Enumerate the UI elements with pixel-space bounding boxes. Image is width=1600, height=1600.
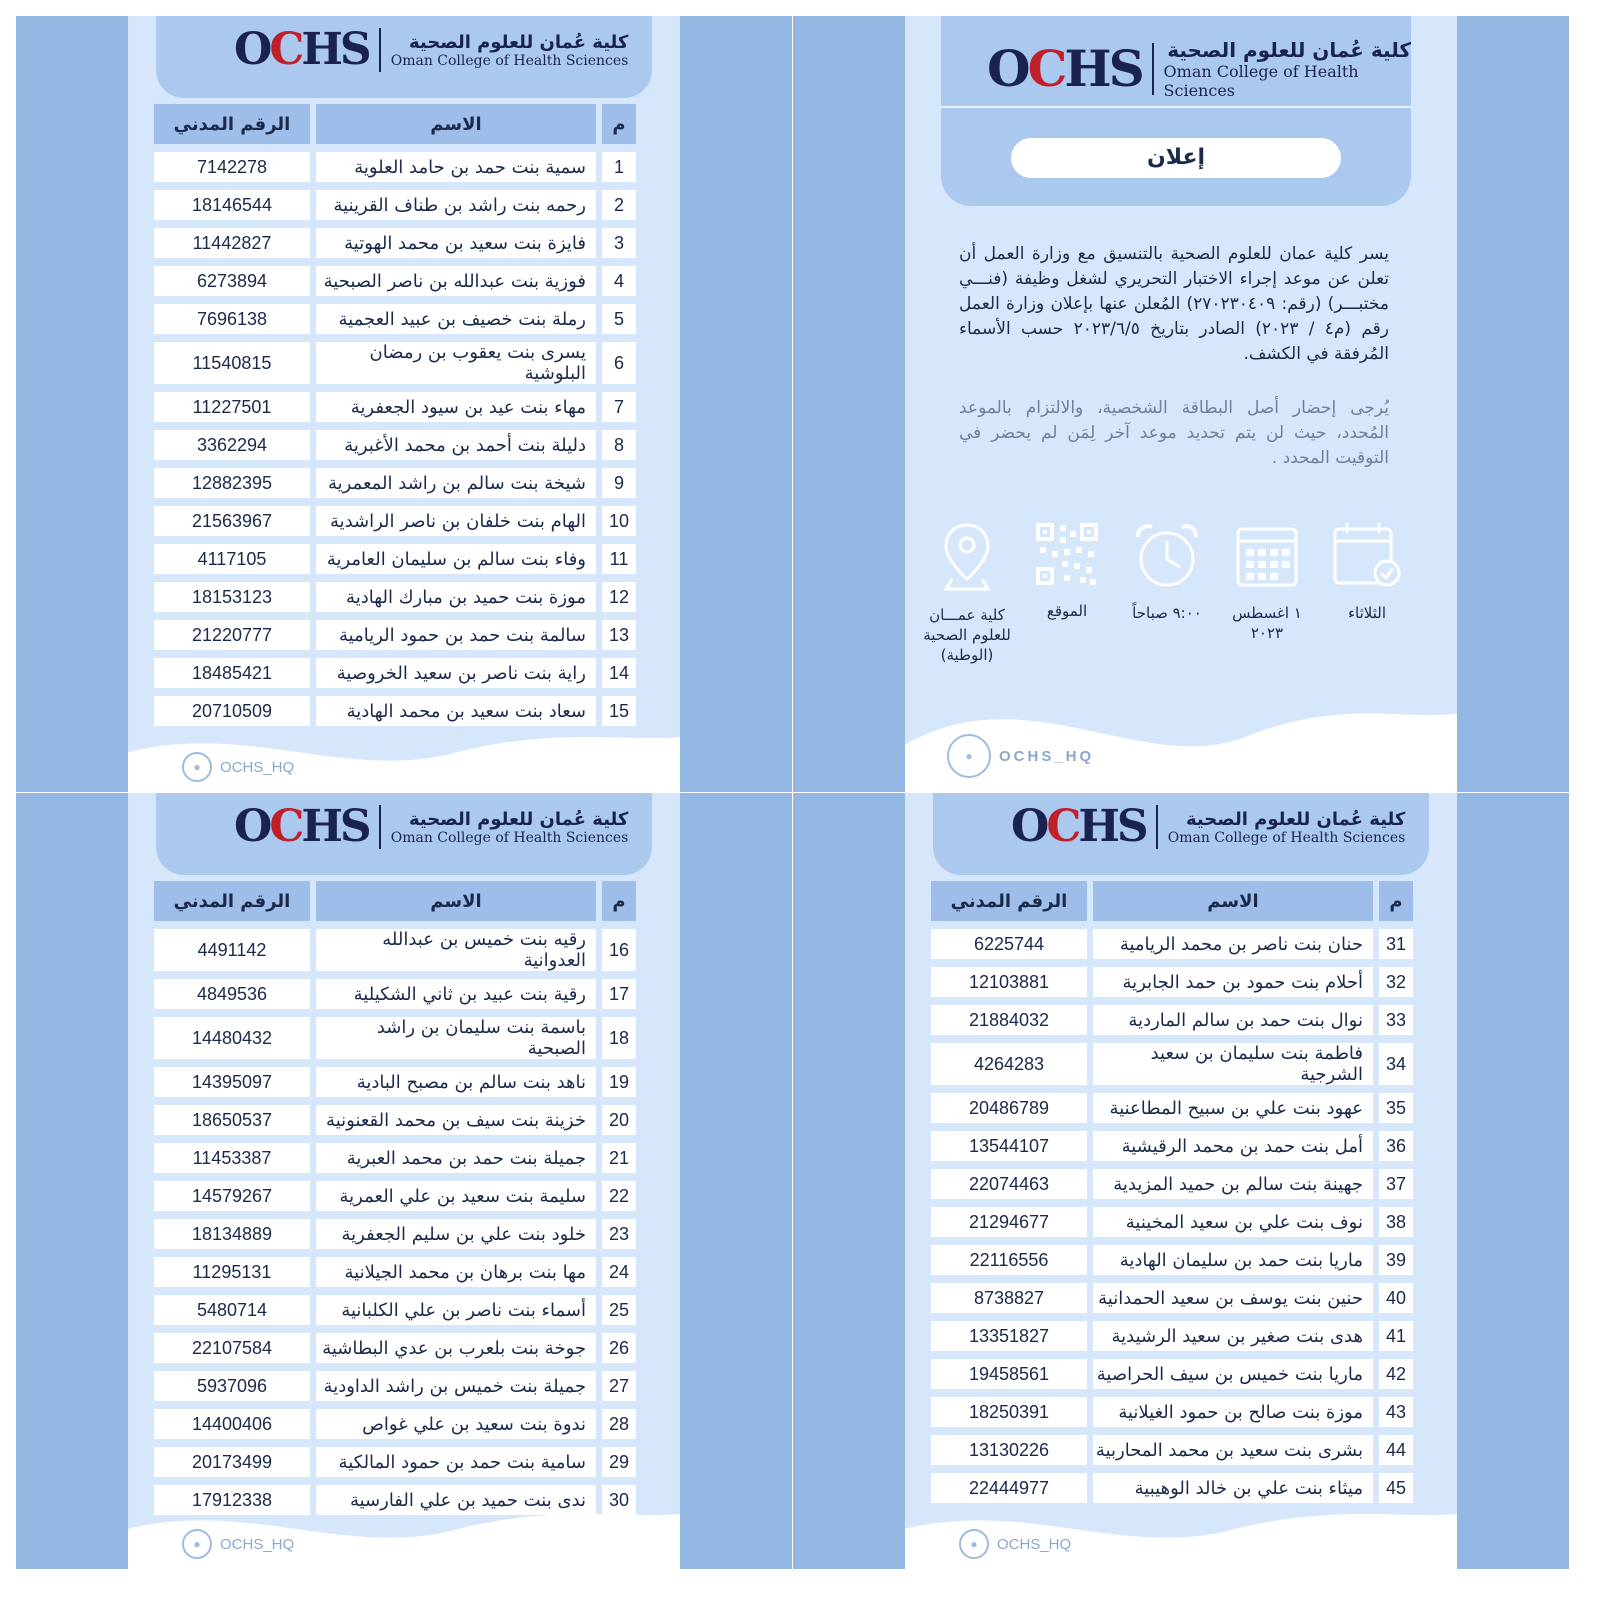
row-civil-id: 21884032 bbox=[931, 1005, 1087, 1035]
table-row bbox=[154, 468, 636, 498]
row-civil-id: 11295131 bbox=[154, 1257, 310, 1287]
row-name: خزينة بنت سيف بن محمد القعنونية bbox=[316, 1105, 596, 1135]
table-row bbox=[931, 1473, 1413, 1503]
row-number: 42 bbox=[1379, 1359, 1413, 1389]
row-number: 17 bbox=[602, 979, 636, 1009]
twitter-handle[interactable] bbox=[182, 752, 294, 782]
logo-banner bbox=[933, 793, 1429, 875]
twitter-handle-text: OCHS_HQ bbox=[220, 1535, 295, 1553]
row-civil-id: 22444977 bbox=[931, 1473, 1087, 1503]
row-civil-id: 11453387 bbox=[154, 1143, 310, 1173]
header-num: م bbox=[602, 104, 636, 144]
table-row bbox=[154, 979, 636, 1009]
row-name: نوف بنت علي بن سعيد المخينية bbox=[1093, 1207, 1373, 1237]
table-row bbox=[154, 582, 636, 612]
row-number: 34 bbox=[1379, 1043, 1413, 1085]
row-name: سعاد بنت سعيد بن محمد الهادية bbox=[316, 696, 596, 726]
table-row bbox=[154, 228, 636, 258]
row-civil-id: 20486789 bbox=[931, 1093, 1087, 1123]
calendar-check-icon bbox=[1331, 521, 1403, 589]
row-civil-id: 18650537 bbox=[154, 1105, 310, 1135]
row-name: ندوة بنت سعيد بن علي غواص bbox=[316, 1409, 596, 1439]
row-name: عهود بنت علي بن سبيح المطاعنية bbox=[1093, 1093, 1373, 1123]
college-logo bbox=[987, 38, 1411, 100]
calendar-icon bbox=[1234, 521, 1300, 589]
row-number: 28 bbox=[602, 1409, 636, 1439]
row-civil-id: 6273894 bbox=[154, 266, 310, 296]
announcement-body: يسر كلية عمان للعلوم الصحية بالتنسيق مع وزارة العمل أن تعلن عن موعد إجراء الاختبار التحريري لشغل وظيفة (فنـــي مختبـــر) (رقم: ٢٧٠٢٣٠٤٠٩) المُعلن عنها بإعلان وزارة العمل رقم (م٤ / ٢٠٢٣) الصادر بتاريخ ٢٠٢٣/٦/٥ حسب الأسماء المُرفقة في الكشف. bbox=[959, 244, 1390, 364]
table-row bbox=[154, 1219, 636, 1249]
row-civil-id: 11442827 bbox=[154, 228, 310, 258]
row-name: نوال بنت حمد بن سالم الماردية bbox=[1093, 1005, 1373, 1035]
row-name: رحمه بنت راشد بن طناف القرينية bbox=[316, 190, 596, 220]
roster-table bbox=[148, 873, 642, 1523]
qr-code-icon[interactable] bbox=[1034, 521, 1100, 587]
table-row bbox=[154, 342, 636, 384]
table-row bbox=[154, 304, 636, 334]
header-name: الاسم bbox=[316, 881, 596, 921]
table-row bbox=[154, 1257, 636, 1287]
map-pin-icon bbox=[942, 521, 992, 591]
detail-location-qr[interactable] bbox=[1017, 521, 1117, 621]
row-name: موزة بنت حميد بن مبارك الهادية bbox=[316, 582, 596, 612]
row-name: دليلة بنت أحمد بن محمد الأغبرية bbox=[316, 430, 596, 460]
header-divider bbox=[941, 106, 1411, 108]
college-name-arabic: كلية عُمان للعلوم الصحية bbox=[409, 808, 629, 830]
row-number: 5 bbox=[602, 304, 636, 334]
location-label: الموقع bbox=[1046, 602, 1088, 620]
college-name-english: Oman College of Health Sciences bbox=[390, 829, 629, 846]
twitter-handle-text: OCHS_HQ bbox=[220, 758, 295, 776]
twitter-icon: ● bbox=[182, 752, 212, 782]
row-civil-id: 18146544 bbox=[154, 190, 310, 220]
row-number: 32 bbox=[1379, 967, 1413, 997]
college-logo bbox=[234, 24, 629, 75]
row-name: جوخة بنت بلعرب بن عدي البطاشية bbox=[316, 1333, 596, 1363]
row-name: ناهد بنت سالم بن مصبح البادية bbox=[316, 1067, 596, 1097]
table-row bbox=[931, 929, 1413, 959]
table-row bbox=[154, 266, 636, 296]
row-name: رقية بنت عبيد بن ثاني الشكيلية bbox=[316, 979, 596, 1009]
row-name: سامية بنت حمد بن حمود المالكية bbox=[316, 1447, 596, 1477]
row-number: 25 bbox=[602, 1295, 636, 1325]
row-name: أسماء بنت ناصر بن علي الكلبانية bbox=[316, 1295, 596, 1325]
row-name: جميلة بنت حمد بن محمد العبرية bbox=[316, 1143, 596, 1173]
table-row bbox=[154, 1409, 636, 1439]
twitter-handle-text: OCHS_HQ bbox=[999, 747, 1095, 765]
row-civil-id: 11227501 bbox=[154, 392, 310, 422]
logo-banner bbox=[156, 16, 652, 98]
row-number: 19 bbox=[602, 1067, 636, 1097]
row-number: 43 bbox=[1379, 1397, 1413, 1427]
roster-panel-2 bbox=[16, 793, 792, 1569]
row-number: 9 bbox=[602, 468, 636, 498]
row-civil-id: 6225744 bbox=[931, 929, 1087, 959]
row-name: سليمة بنت سعيد بن علي العمرية bbox=[316, 1181, 596, 1211]
table-row bbox=[931, 1359, 1413, 1389]
row-number: 39 bbox=[1379, 1245, 1413, 1275]
row-civil-id: 7696138 bbox=[154, 304, 310, 334]
row-civil-id: 14400406 bbox=[154, 1409, 310, 1439]
row-number: 22 bbox=[602, 1181, 636, 1211]
row-number: 8 bbox=[602, 430, 636, 460]
announcement-header bbox=[941, 16, 1411, 206]
detail-place bbox=[917, 521, 1017, 665]
twitter-handle[interactable] bbox=[947, 734, 1094, 778]
row-name: بشرى بنت سعيد بن محمد المحاربية bbox=[1093, 1435, 1373, 1465]
college-name-english: Oman College of Health Sciences bbox=[1163, 62, 1359, 100]
row-civil-id: 4117105 bbox=[154, 544, 310, 574]
table-row bbox=[154, 620, 636, 650]
row-civil-id: 17912338 bbox=[154, 1485, 310, 1515]
row-civil-id: 7142278 bbox=[154, 152, 310, 182]
row-number: 30 bbox=[602, 1485, 636, 1515]
table-row bbox=[931, 1283, 1413, 1313]
row-civil-id: 4264283 bbox=[931, 1043, 1087, 1085]
row-name: جهينة بنت سالم بن حميد المزيدية bbox=[1093, 1169, 1373, 1199]
table-row bbox=[154, 1105, 636, 1135]
row-name: سالمة بنت حمد بن حمود الريامية bbox=[316, 620, 596, 650]
header-id: الرقم المدني bbox=[154, 104, 310, 144]
row-number: 3 bbox=[602, 228, 636, 258]
college-name-arabic: كلية عُمان للعلوم الصحية bbox=[409, 31, 629, 53]
row-number: 27 bbox=[602, 1371, 636, 1401]
detail-time bbox=[1117, 521, 1217, 623]
table-row bbox=[154, 696, 636, 726]
row-civil-id: 22074463 bbox=[931, 1169, 1087, 1199]
row-name: حنين بنت يوسف بن سعيد الحمدانية bbox=[1093, 1283, 1373, 1313]
row-civil-id: 11540815 bbox=[154, 342, 310, 384]
twitter-icon: ● bbox=[959, 1529, 989, 1559]
row-civil-id: 12882395 bbox=[154, 468, 310, 498]
row-name: يسرى بنت يعقوب بن رمضان البلوشية bbox=[316, 342, 596, 384]
table-row bbox=[154, 544, 636, 574]
row-name: راية بنت ناصر بن سعيد الخروصية bbox=[316, 658, 596, 688]
row-name: فوزية بنت عبدالله بن ناصر الصبحية bbox=[316, 266, 596, 296]
ochs-logo-mark: OCHS bbox=[1011, 801, 1146, 852]
header-num: م bbox=[602, 881, 636, 921]
row-number: 23 bbox=[602, 1219, 636, 1249]
row-name: هدى بنت صغير بن سعيد الرشيدية bbox=[1093, 1321, 1373, 1351]
row-number: 29 bbox=[602, 1447, 636, 1477]
table-row bbox=[154, 1143, 636, 1173]
row-name: أحلام بنت حمود بن حمد الجابرية bbox=[1093, 967, 1373, 997]
table-row bbox=[154, 190, 636, 220]
ochs-logo-mark: OCHS bbox=[234, 24, 369, 75]
row-civil-id: 14395097 bbox=[154, 1067, 310, 1097]
table-row bbox=[154, 1181, 636, 1211]
row-number: 11 bbox=[602, 544, 636, 574]
row-number: 13 bbox=[602, 620, 636, 650]
announcement-note: يُرجى إحضار أصل البطاقة الشخصية، والالتزام بالموعد المُحدد، حيث لن يتم تحديد موعد آخر لِمَن لم يحضر في التوقيت المحدد . bbox=[959, 398, 1389, 468]
row-number: 40 bbox=[1379, 1283, 1413, 1313]
row-number: 44 bbox=[1379, 1435, 1413, 1465]
college-name-english: Oman College of Health Sciences bbox=[1167, 829, 1406, 846]
detail-date bbox=[1217, 521, 1317, 643]
row-civil-id: 4491142 bbox=[154, 929, 310, 971]
announcement-panel bbox=[793, 16, 1569, 792]
row-civil-id: 13544107 bbox=[931, 1131, 1087, 1161]
table-row bbox=[154, 1447, 636, 1477]
row-civil-id: 18250391 bbox=[931, 1397, 1087, 1427]
row-name: فاطمة بنت سليمان بن سعيد الشرجية bbox=[1093, 1043, 1373, 1085]
college-logo bbox=[1011, 801, 1406, 852]
twitter-icon: ● bbox=[947, 734, 991, 778]
row-civil-id: 5480714 bbox=[154, 1295, 310, 1325]
row-civil-id: 8738827 bbox=[931, 1283, 1087, 1313]
row-name: مهاء بنت عيد بن سيود الجعفرية bbox=[316, 392, 596, 422]
row-number: 16 bbox=[602, 929, 636, 971]
row-civil-id: 22116556 bbox=[931, 1245, 1087, 1275]
header-id: الرقم المدني bbox=[154, 881, 310, 921]
ochs-logo-mark: OCHS bbox=[987, 39, 1142, 98]
row-number: 15 bbox=[602, 696, 636, 726]
row-number: 45 bbox=[1379, 1473, 1413, 1503]
table-row bbox=[931, 1435, 1413, 1465]
row-name: أمل بنت حمد بن محمد الرقيشية bbox=[1093, 1131, 1373, 1161]
twitter-handle[interactable] bbox=[959, 1529, 1071, 1559]
row-civil-id: 5937096 bbox=[154, 1371, 310, 1401]
twitter-handle-text: OCHS_HQ bbox=[997, 1535, 1072, 1553]
table-row bbox=[931, 1169, 1413, 1199]
table-row bbox=[931, 1043, 1413, 1085]
table-row bbox=[154, 1485, 636, 1515]
row-civil-id: 14480432 bbox=[154, 1017, 310, 1059]
table-row bbox=[931, 1131, 1413, 1161]
row-number: 33 bbox=[1379, 1005, 1413, 1035]
table-row bbox=[154, 392, 636, 422]
table-row bbox=[931, 1005, 1413, 1035]
row-number: 37 bbox=[1379, 1169, 1413, 1199]
row-name: فايزة بنت سعيد بن محمد الهوتية bbox=[316, 228, 596, 258]
row-name: حنان بنت ناصر بن محمد الريامية bbox=[1093, 929, 1373, 959]
row-number: 38 bbox=[1379, 1207, 1413, 1237]
table-row bbox=[154, 506, 636, 536]
logo-banner bbox=[156, 793, 652, 875]
row-number: 10 bbox=[602, 506, 636, 536]
header-name: الاسم bbox=[316, 104, 596, 144]
table-row bbox=[154, 929, 636, 971]
table-row bbox=[154, 430, 636, 460]
row-civil-id: 21294677 bbox=[931, 1207, 1087, 1237]
roster-panel-1 bbox=[16, 16, 792, 792]
table-row bbox=[931, 1207, 1413, 1237]
row-civil-id: 20710509 bbox=[154, 696, 310, 726]
event-details bbox=[915, 521, 1415, 681]
row-civil-id: 21220777 bbox=[154, 620, 310, 650]
twitter-handle[interactable] bbox=[182, 1529, 294, 1559]
table-row bbox=[154, 1017, 636, 1059]
row-name: الهام بنت خلفان بن ناصر الراشدية bbox=[316, 506, 596, 536]
row-name: جميلة بنت خميس بن راشد الداودية bbox=[316, 1371, 596, 1401]
ochs-logo-mark: OCHS bbox=[234, 801, 369, 852]
table-row bbox=[931, 1397, 1413, 1427]
twitter-icon: ● bbox=[182, 1529, 212, 1559]
row-number: 41 bbox=[1379, 1321, 1413, 1351]
header-num: م bbox=[1379, 881, 1413, 921]
college-name-english: Oman College of Health Sciences bbox=[390, 52, 629, 69]
table-row bbox=[931, 967, 1413, 997]
header-name: الاسم bbox=[1093, 881, 1373, 921]
row-civil-id: 14579267 bbox=[154, 1181, 310, 1211]
row-name: مها بنت برهان بن محمد الجيلانية bbox=[316, 1257, 596, 1287]
row-civil-id: 4849536 bbox=[154, 979, 310, 1009]
table-row bbox=[931, 1321, 1413, 1351]
table-row bbox=[154, 1371, 636, 1401]
table-row bbox=[154, 1333, 636, 1363]
row-name: باسمة بنت سليمان بن راشد الصبحية bbox=[316, 1017, 596, 1059]
row-name: رملة بنت خصيف بن عبيد العجمية bbox=[316, 304, 596, 334]
row-number: 24 bbox=[602, 1257, 636, 1287]
table-row bbox=[154, 1295, 636, 1325]
row-number: 20 bbox=[602, 1105, 636, 1135]
place-label: كلية عمـــان للعلوم الصحية (الوطية) bbox=[923, 606, 1011, 664]
row-civil-id: 22107584 bbox=[154, 1333, 310, 1363]
row-name: وفاء بنت سالم بن سليمان العامرية bbox=[316, 544, 596, 574]
row-number: 26 bbox=[602, 1333, 636, 1363]
table-row bbox=[154, 1067, 636, 1097]
row-name: موزة بنت صالح بن حمود الغيلانية bbox=[1093, 1397, 1373, 1427]
row-name: شيخة بنت سالم بن راشد المعمرية bbox=[316, 468, 596, 498]
row-civil-id: 12103881 bbox=[931, 967, 1087, 997]
row-number: 36 bbox=[1379, 1131, 1413, 1161]
college-name-arabic: كلية عُمان للعلوم الصحية bbox=[1167, 38, 1411, 62]
row-number: 2 bbox=[602, 190, 636, 220]
row-name: سمية بنت حمد بن حامد العلوية bbox=[316, 152, 596, 182]
roster-table bbox=[925, 873, 1419, 1511]
table-row bbox=[154, 152, 636, 182]
header-id: الرقم المدني bbox=[931, 881, 1087, 921]
row-civil-id: 13130226 bbox=[931, 1435, 1087, 1465]
row-civil-id: 21563967 bbox=[154, 506, 310, 536]
row-number: 4 bbox=[602, 266, 636, 296]
row-civil-id: 13351827 bbox=[931, 1321, 1087, 1351]
college-name-arabic: كلية عُمان للعلوم الصحية bbox=[1186, 808, 1406, 830]
row-number: 7 bbox=[602, 392, 636, 422]
row-number: 18 bbox=[602, 1017, 636, 1059]
row-civil-id: 18485421 bbox=[154, 658, 310, 688]
date-label: ١ اغسطس ٢٠٢٣ bbox=[1232, 604, 1302, 642]
roster-table bbox=[148, 96, 642, 734]
row-civil-id: 18153123 bbox=[154, 582, 310, 612]
day-label: الثلاثاء bbox=[1347, 604, 1386, 622]
row-name: رقيه بنت خميس بن عبدالله العدوانية bbox=[316, 929, 596, 971]
row-name: ميثاء بنت علي بن خالد الوهيبية bbox=[1093, 1473, 1373, 1503]
announcement-title: إعلان bbox=[1011, 138, 1341, 178]
row-number: 31 bbox=[1379, 929, 1413, 959]
row-name: ندى بنت حميد بن علي الفارسية bbox=[316, 1485, 596, 1515]
row-name: ماريا بنت خميس بن سيف الحراصية bbox=[1093, 1359, 1373, 1389]
row-civil-id: 19458561 bbox=[931, 1359, 1087, 1389]
table-row bbox=[931, 1093, 1413, 1123]
detail-day bbox=[1317, 521, 1417, 623]
row-name: خلود بنت علي بن سليم الجعفرية bbox=[316, 1219, 596, 1249]
row-name: ماريا بنت حمد بن سليمان الهادية bbox=[1093, 1245, 1373, 1275]
row-number: 35 bbox=[1379, 1093, 1413, 1123]
table-row bbox=[931, 1245, 1413, 1275]
college-logo bbox=[234, 801, 629, 852]
table-row bbox=[154, 658, 636, 688]
row-number: 14 bbox=[602, 658, 636, 688]
row-civil-id: 20173499 bbox=[154, 1447, 310, 1477]
row-number: 12 bbox=[602, 582, 636, 612]
row-civil-id: 18134889 bbox=[154, 1219, 310, 1249]
row-civil-id: 3362294 bbox=[154, 430, 310, 460]
time-label: ٩:٠٠ صباحاً bbox=[1132, 604, 1202, 622]
row-number: 6 bbox=[602, 342, 636, 384]
row-number: 21 bbox=[602, 1143, 636, 1173]
alarm-clock-icon bbox=[1132, 521, 1202, 589]
row-number: 1 bbox=[602, 152, 636, 182]
roster-panel-3 bbox=[793, 793, 1569, 1569]
